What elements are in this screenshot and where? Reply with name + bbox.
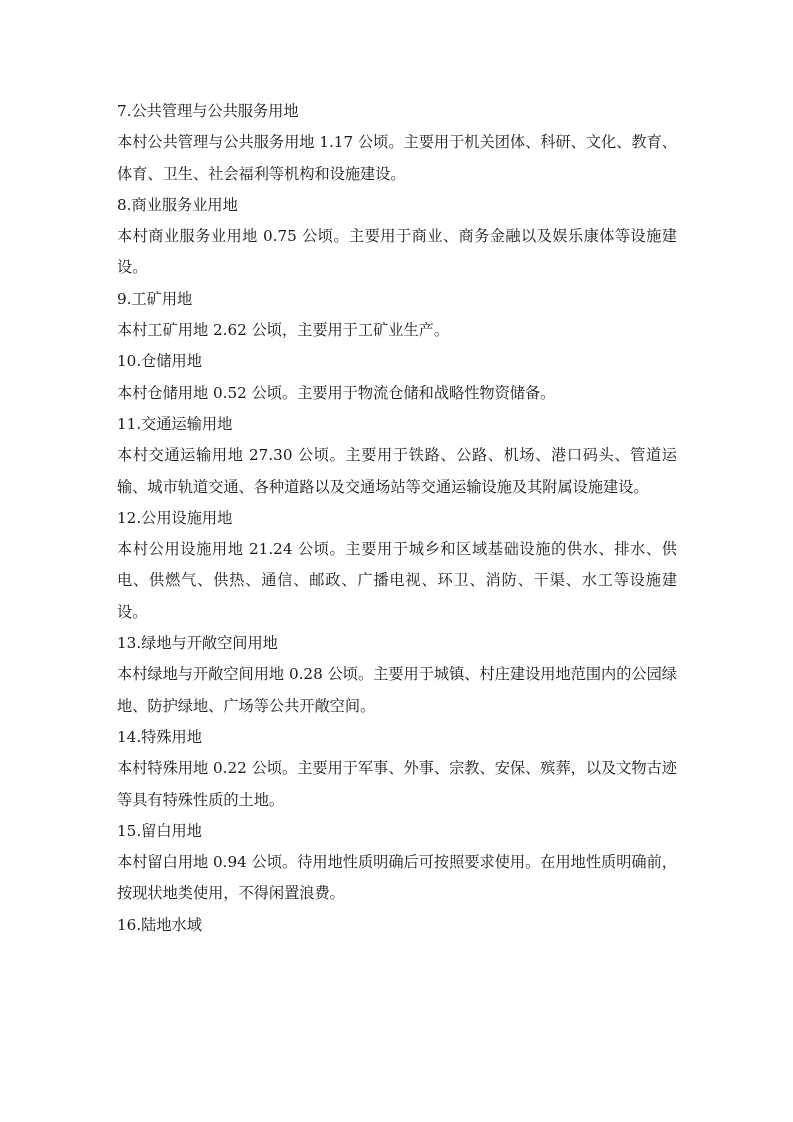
section-heading-16: 16.陆地水域: [117, 915, 202, 934]
section-text-13: 本村绿地与开敞空间用地 0.28 公顷。主要用于城镇、村庄建设用地范围内的公园绿地、防护绿地、广场等公共开敞空间。: [117, 665, 677, 715]
section-heading-14: 14.特殊用地: [117, 727, 202, 746]
section-heading-15: 15.留白用地: [117, 821, 202, 840]
section-text-12: 本村公用设施用地 21.24 公顷。主要用于城乡和区域基础设施的供水、排水、供电、供燃气、供热、通信、邮政、广播电视、环卫、消防、干渠、水工等设施建设。: [117, 540, 677, 621]
section-heading-9: 9.工矿用地: [117, 289, 193, 308]
section-heading-7: 7.公共管理与公共服务用地: [117, 102, 299, 120]
section-text-11: 本村交通运输用地 27.30 公顷。主要用于铁路、公路、机场、港口码头、管道运输、城市轨道交通、各种道路以及交通场站等交通运输设施及其附属设施建设。: [117, 446, 677, 496]
document-body: [117, 96, 677, 941]
section-heading-13: 13.绿地与开敞空间用地: [117, 634, 278, 653]
section-text-8: 本村商业服务业用地 0.75 公顷。主要用于商业、商务金融以及娱乐康体等设施建设。: [117, 227, 677, 277]
section-heading-11: 11.交通运输用地: [117, 414, 233, 433]
section-text-7: 本村公共管理与公共服务用地 1.17 公顷。主要用于机关团体、科研、文化、教育、体育、卫生、社会福利等机构和设施建设。: [117, 133, 677, 183]
section-heading-12: 12.公用设施用地: [117, 508, 233, 527]
section-text-14: 本村特殊用地 0.22 公顷。主要用于军事、外事、宗教、安保、殡葬，以及文物古迹等具有特殊性质的土地。: [117, 759, 677, 809]
section-text-9: 本村工矿用地 2.62 公顷，主要用于工矿业生产。: [117, 321, 450, 340]
section-heading-8: 8.商业服务业用地: [117, 195, 238, 214]
section-text-15: 本村留白用地 0.94 公顷。待用地性质明确后可按照要求使用。在用地性质明确前，按现状地类使用，不得闲置浪费。: [117, 853, 677, 903]
section-heading-10: 10.仓储用地: [117, 352, 202, 371]
section-text-10: 本村仓储用地 0.52 公顷。主要用于物流仓储和战略性物资储备。: [117, 383, 556, 402]
